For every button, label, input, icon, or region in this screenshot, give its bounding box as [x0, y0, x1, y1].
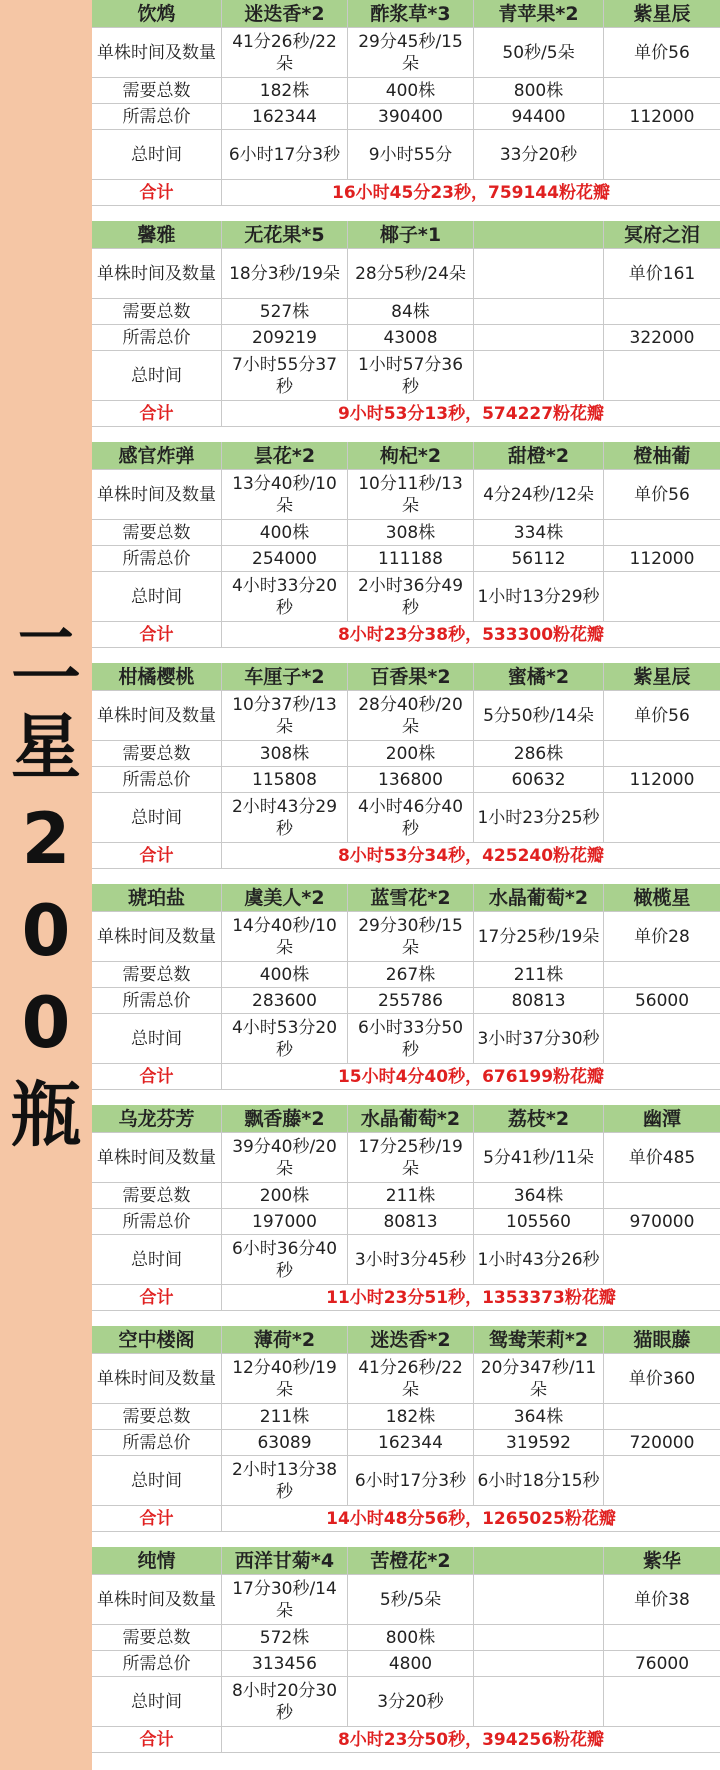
single-time-cell: 50秒/5朵: [474, 28, 604, 77]
time-cell: 1小时57分36秒: [348, 351, 474, 400]
count-cell: [604, 78, 720, 103]
sum-value: 14小时48分56秒，1265025粉花瓣: [326, 1508, 616, 1529]
ingredient-header: 紫星辰: [604, 0, 720, 27]
price-cell: 162344: [348, 1430, 474, 1455]
time-cell: 6小时33分50秒: [348, 1014, 474, 1063]
count-cell: [604, 1625, 720, 1650]
row-label: 总时间: [92, 793, 222, 842]
unit-price-cell: 单价485: [628, 1147, 696, 1168]
single-time-cell: 5分50秒/14朵: [474, 691, 604, 740]
single-time-cell: 29分30秒/15朵: [348, 912, 474, 961]
recipe-header-row: [92, 1105, 720, 1133]
time-cell: 6小时18分15秒: [474, 1456, 604, 1505]
count-row: [92, 962, 720, 988]
time-cell: 4小时46分40秒: [348, 793, 474, 842]
recipe-block: [92, 1105, 720, 1326]
recipe-name: 饮鸩: [92, 0, 222, 27]
total-time-row: [92, 351, 720, 401]
recipe-name: 馨雅: [92, 221, 222, 248]
ingredient-header: 迷迭香*2: [222, 0, 348, 27]
time-cell: [604, 1235, 720, 1284]
count-cell: 211株: [348, 1183, 474, 1208]
time-cell: 6小时17分3秒: [348, 1456, 474, 1505]
count-cell: 400株: [222, 520, 348, 545]
total-time-row: [92, 1014, 720, 1064]
time-cell: 4小时53分20秒: [222, 1014, 348, 1063]
time-cell: 2小时43分29秒: [222, 793, 348, 842]
ingredient-header: 虞美人*2: [222, 884, 348, 911]
unit-price-cell: 单价38: [634, 1589, 690, 1610]
time-cell: 2小时36分49秒: [348, 572, 474, 621]
count-row: [92, 78, 720, 104]
time-cell: 1小时13分29秒: [474, 572, 604, 621]
side-title-char: 0: [21, 890, 71, 972]
price-row: [92, 767, 720, 793]
total-time-row: [92, 130, 720, 180]
unit-price-cell: 单价360: [628, 1368, 696, 1389]
count-cell: [604, 962, 720, 987]
row-label: 单株时间及数量: [92, 1575, 222, 1624]
price-cell: 56112: [474, 546, 604, 571]
ingredient-header: [474, 1547, 604, 1574]
single-time-cell: [474, 249, 604, 298]
ingredient-header: 猫眼藤: [604, 1326, 720, 1353]
recipe-name: 空中楼阁: [92, 1326, 222, 1353]
count-cell: 364株: [474, 1183, 604, 1208]
ingredient-header: 薄荷*2: [222, 1326, 348, 1353]
ingredient-header: 紫星辰: [604, 663, 720, 690]
time-cell: 3分20秒: [348, 1677, 474, 1726]
recipe-block: [92, 1326, 720, 1547]
single-time-cell: 18分3秒/19朵: [222, 249, 348, 298]
side-title-char: 瓶: [11, 1074, 81, 1156]
total-time-row: [92, 793, 720, 843]
recipe-block: [92, 0, 720, 221]
single-time-cell: 14分40秒/10朵: [222, 912, 348, 961]
time-cell: 3小时37分30秒: [474, 1014, 604, 1063]
time-cell: [604, 1456, 720, 1505]
count-cell: 400株: [348, 78, 474, 103]
total-time-row: [92, 572, 720, 622]
row-label: 单株时间及数量: [92, 691, 222, 740]
count-row: [92, 1625, 720, 1651]
side-title-char: 二: [11, 614, 81, 696]
count-cell: 267株: [348, 962, 474, 987]
ingredient-header: 椰子*1: [348, 221, 474, 248]
side-title-char: 2: [21, 798, 71, 880]
count-cell: 182株: [348, 1404, 474, 1429]
time-cell: 33分20秒: [474, 130, 604, 179]
row-label: 需要总数: [92, 78, 222, 103]
recipe-name: 琥珀盐: [92, 884, 222, 911]
count-cell: 211株: [222, 1404, 348, 1429]
sum-value: 9小时53分13秒，574227粉花瓣: [337, 403, 605, 424]
sum-value: 8小时53分34秒，425240粉花瓣: [337, 845, 605, 866]
single-time-cell: 4分24秒/12朵: [474, 470, 604, 519]
price-row: [92, 1430, 720, 1456]
ingredient-header: 甜橙*2: [474, 442, 604, 469]
sum-row: [92, 401, 720, 427]
total-time-row: [92, 1677, 720, 1727]
price-row: [92, 1651, 720, 1677]
count-row: [92, 520, 720, 546]
recipe-header-row: [92, 221, 720, 249]
sum-value: 8小时23分50秒，394256粉花瓣: [337, 1729, 605, 1750]
recipe-name: 纯情: [92, 1547, 222, 1574]
recipe-name: 柑橘樱桃: [92, 663, 222, 690]
single-time-row: [92, 1354, 720, 1404]
recipe-block: [92, 442, 720, 663]
price-cell: [474, 1651, 604, 1676]
sum-value: 16小时45分23秒，759144粉花瓣: [332, 182, 610, 203]
row-label: 所需总价: [92, 1209, 222, 1234]
recipe-header-row: [92, 1547, 720, 1575]
single-time-row: [92, 1575, 720, 1625]
single-time-cell: 13分40秒/10朵: [222, 470, 348, 519]
time-cell: [604, 130, 720, 179]
ingredient-header: 酢浆草*3: [348, 0, 474, 27]
time-cell: 9小时55分: [348, 130, 474, 179]
count-cell: 800株: [348, 1625, 474, 1650]
sum-label: 合计: [92, 180, 222, 205]
count-cell: [474, 1625, 604, 1650]
single-time-row: [92, 28, 720, 78]
single-time-cell: 29分45秒/15朵: [348, 28, 474, 77]
sum-row: [92, 1506, 720, 1532]
count-cell: 200株: [348, 741, 474, 766]
ingredient-header: 枸杞*2: [348, 442, 474, 469]
ingredient-header: 西洋甘菊*4: [222, 1547, 348, 1574]
time-cell: [604, 793, 720, 842]
recipe-header-row: [92, 442, 720, 470]
price-cell: 319592: [474, 1430, 604, 1455]
count-cell: 308株: [222, 741, 348, 766]
price-cell: 60632: [474, 767, 604, 792]
count-cell: 200株: [222, 1183, 348, 1208]
ingredient-header: 橄榄星: [604, 884, 720, 911]
sum-label: 合计: [92, 401, 222, 426]
cost-table: [92, 0, 720, 1770]
count-cell: 527株: [222, 299, 348, 324]
single-time-cell: 39分40秒/20朵: [222, 1133, 348, 1182]
price-cell: 115808: [222, 767, 348, 792]
price-cell: 162344: [222, 104, 348, 129]
sum-row: [92, 622, 720, 648]
time-cell: 7小时55分37秒: [222, 351, 348, 400]
time-cell: 6小时17分3秒: [222, 130, 348, 179]
price-cell: 76000: [634, 1653, 690, 1674]
row-label: 单株时间及数量: [92, 912, 222, 961]
time-cell: 4小时33分20秒: [222, 572, 348, 621]
single-time-cell: 5分41秒/11朵: [474, 1133, 604, 1182]
ingredient-header: 荔枝*2: [474, 1105, 604, 1132]
recipe-block: [92, 221, 720, 442]
time-cell: 6小时36分40秒: [222, 1235, 348, 1284]
count-cell: 364株: [474, 1404, 604, 1429]
ingredient-header: 飘香藤*2: [222, 1105, 348, 1132]
single-time-cell: 12分40秒/19朵: [222, 1354, 348, 1403]
count-cell: [604, 1183, 720, 1208]
row-label: 总时间: [92, 1014, 222, 1063]
time-cell: [604, 351, 720, 400]
price-cell: 313456: [222, 1651, 348, 1676]
row-label: 总时间: [92, 1456, 222, 1505]
recipe-block: [92, 1547, 720, 1768]
count-cell: 308株: [348, 520, 474, 545]
time-cell: [604, 1677, 720, 1726]
total-time-row: [92, 1456, 720, 1506]
count-cell: 800株: [474, 78, 604, 103]
time-cell: [474, 1677, 604, 1726]
price-cell: 209219: [222, 325, 348, 350]
row-label: 所需总价: [92, 1430, 222, 1455]
row-label: 所需总价: [92, 767, 222, 792]
price-cell: 390400: [348, 104, 474, 129]
time-cell: [474, 351, 604, 400]
row-label: 总时间: [92, 1235, 222, 1284]
ingredient-header: 冥府之泪: [604, 221, 720, 248]
total-time-row: [92, 1235, 720, 1285]
side-title-char: 0: [21, 982, 71, 1064]
sum-value: 8小时23分38秒，533300粉花瓣: [337, 624, 605, 645]
sum-row: [92, 180, 720, 206]
time-cell: [604, 572, 720, 621]
row-label: 所需总价: [92, 988, 222, 1013]
ingredient-header: [474, 221, 604, 248]
count-cell: 182株: [222, 78, 348, 103]
count-cell: 84株: [348, 299, 474, 324]
row-label: 总时间: [92, 130, 222, 179]
row-label: 需要总数: [92, 520, 222, 545]
row-label: 总时间: [92, 1677, 222, 1726]
unit-price-cell: 单价56: [634, 484, 690, 505]
row-label: 单株时间及数量: [92, 1354, 222, 1403]
price-cell: 112000: [629, 769, 695, 790]
count-row: [92, 1183, 720, 1209]
recipe-header-row: [92, 1326, 720, 1354]
price-cell: 720000: [629, 1432, 695, 1453]
single-time-cell: [474, 1575, 604, 1624]
unit-price-cell: 单价28: [634, 926, 690, 947]
count-cell: [604, 299, 720, 324]
sum-value: 11小时23分51秒，1353373粉花瓣: [326, 1287, 616, 1308]
ingredient-header: 紫华: [604, 1547, 720, 1574]
row-label: 需要总数: [92, 962, 222, 987]
unit-price-cell: 单价161: [628, 263, 696, 284]
ingredient-header: 蓝雪花*2: [348, 884, 474, 911]
row-label: 总时间: [92, 572, 222, 621]
ingredient-header: 蜜橘*2: [474, 663, 604, 690]
sum-label: 合计: [92, 843, 222, 868]
count-cell: 286株: [474, 741, 604, 766]
price-cell: 80813: [474, 988, 604, 1013]
unit-price-cell: 单价56: [634, 705, 690, 726]
recipe-name: 乌龙芬芳: [92, 1105, 222, 1132]
row-label: 单株时间及数量: [92, 28, 222, 77]
price-cell: 112000: [629, 548, 695, 569]
sum-row: [92, 843, 720, 869]
price-cell: [474, 325, 604, 350]
ingredient-header: 幽潭: [604, 1105, 720, 1132]
price-cell: 255786: [348, 988, 474, 1013]
single-time-row: [92, 1133, 720, 1183]
single-time-row: [92, 249, 720, 299]
single-time-cell: 20分347秒/11朵: [474, 1354, 604, 1403]
time-cell: 1小时43分26秒: [474, 1235, 604, 1284]
price-cell: 63089: [222, 1430, 348, 1455]
sum-row: [92, 1285, 720, 1311]
price-cell: 322000: [629, 327, 695, 348]
row-label: 所需总价: [92, 104, 222, 129]
count-cell: [474, 299, 604, 324]
time-cell: 3小时3分45秒: [348, 1235, 474, 1284]
recipe-header-row: [92, 663, 720, 691]
ingredient-header: 无花果*5: [222, 221, 348, 248]
row-label: 所需总价: [92, 325, 222, 350]
single-time-cell: 41分26秒/22朵: [348, 1354, 474, 1403]
price-cell: 56000: [634, 990, 690, 1011]
single-time-cell: 17分25秒/19朵: [474, 912, 604, 961]
price-cell: 254000: [222, 546, 348, 571]
price-row: [92, 104, 720, 130]
recipe-block: [92, 884, 720, 1105]
side-title-panel: [0, 0, 92, 1770]
ingredient-header: 百香果*2: [348, 663, 474, 690]
ingredient-header: 橙柚葡: [604, 442, 720, 469]
price-cell: 970000: [629, 1211, 695, 1232]
price-cell: 4800: [348, 1651, 474, 1676]
price-cell: 112000: [629, 106, 695, 127]
price-row: [92, 325, 720, 351]
row-label: 需要总数: [92, 299, 222, 324]
row-label: 所需总价: [92, 546, 222, 571]
sum-row: [92, 1727, 720, 1753]
side-title-char: 星: [11, 706, 81, 788]
single-time-row: [92, 470, 720, 520]
price-cell: 43008: [348, 325, 474, 350]
single-time-row: [92, 691, 720, 741]
count-cell: [604, 741, 720, 766]
ingredient-header: 昙花*2: [222, 442, 348, 469]
price-cell: 94400: [474, 104, 604, 129]
single-time-cell: 10分37秒/13朵: [222, 691, 348, 740]
single-time-cell: 17分25秒/19朵: [348, 1133, 474, 1182]
price-cell: 197000: [222, 1209, 348, 1234]
ingredient-header: 鸳鸯茉莉*2: [474, 1326, 604, 1353]
single-time-cell: 17分30秒/14朵: [222, 1575, 348, 1624]
price-row: [92, 1209, 720, 1235]
count-cell: 400株: [222, 962, 348, 987]
ingredient-header: 迷迭香*2: [348, 1326, 474, 1353]
price-cell: 136800: [348, 767, 474, 792]
count-cell: [604, 1404, 720, 1429]
single-time-cell: 10分11秒/13朵: [348, 470, 474, 519]
sum-label: 合计: [92, 1506, 222, 1531]
unit-price-cell: 单价56: [634, 42, 690, 63]
count-row: [92, 741, 720, 767]
single-time-cell: 41分26秒/22朵: [222, 28, 348, 77]
count-cell: 211株: [474, 962, 604, 987]
single-time-row: [92, 912, 720, 962]
ingredient-header: 水晶葡萄*2: [474, 884, 604, 911]
sum-value: 15小时4分40秒，676199粉花瓣: [337, 1066, 605, 1087]
single-time-cell: 5秒/5朵: [348, 1575, 474, 1624]
row-label: 需要总数: [92, 1625, 222, 1650]
ingredient-header: 青苹果*2: [474, 0, 604, 27]
sum-label: 合计: [92, 1727, 222, 1752]
sum-label: 合计: [92, 1064, 222, 1089]
recipe-name: 感官炸弹: [92, 442, 222, 469]
time-cell: 8小时20分30秒: [222, 1677, 348, 1726]
recipe-block: [92, 663, 720, 884]
price-row: [92, 988, 720, 1014]
ingredient-header: 车厘子*2: [222, 663, 348, 690]
count-row: [92, 299, 720, 325]
sum-label: 合计: [92, 1285, 222, 1310]
count-cell: 572株: [222, 1625, 348, 1650]
ingredient-header: 水晶葡萄*2: [348, 1105, 474, 1132]
single-time-cell: 28分5秒/24朵: [348, 249, 474, 298]
price-cell: 111188: [348, 546, 474, 571]
count-row: [92, 1404, 720, 1430]
row-label: 需要总数: [92, 1404, 222, 1429]
price-row: [92, 546, 720, 572]
count-cell: [604, 520, 720, 545]
count-cell: 334株: [474, 520, 604, 545]
row-label: 单株时间及数量: [92, 470, 222, 519]
ingredient-header: 苦橙花*2: [348, 1547, 474, 1574]
sum-row: [92, 1064, 720, 1090]
price-cell: 105560: [474, 1209, 604, 1234]
row-label: 所需总价: [92, 1651, 222, 1676]
row-label: 需要总数: [92, 741, 222, 766]
single-time-cell: 28分40秒/20朵: [348, 691, 474, 740]
row-label: 总时间: [92, 351, 222, 400]
row-label: 单株时间及数量: [92, 1133, 222, 1182]
time-cell: 1小时23分25秒: [474, 793, 604, 842]
row-label: 需要总数: [92, 1183, 222, 1208]
price-cell: 283600: [222, 988, 348, 1013]
time-cell: 2小时13分38秒: [222, 1456, 348, 1505]
price-cell: 80813: [348, 1209, 474, 1234]
sum-label: 合计: [92, 622, 222, 647]
time-cell: [604, 1014, 720, 1063]
row-label: 单株时间及数量: [92, 249, 222, 298]
recipe-header-row: [92, 0, 720, 28]
recipe-header-row: [92, 884, 720, 912]
